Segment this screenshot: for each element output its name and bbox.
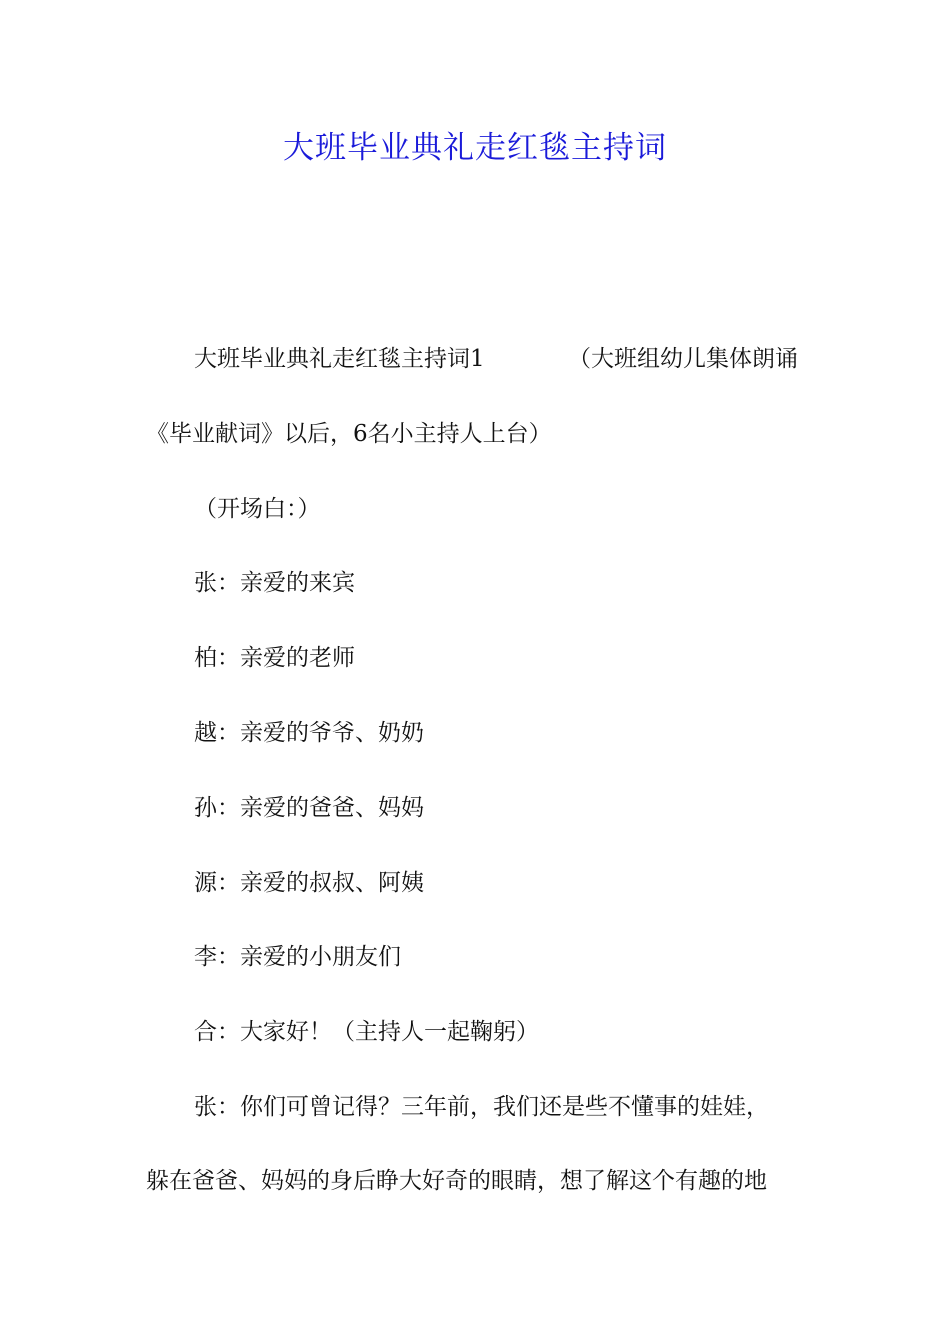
text-line-yue: 越：亲爱的爷爷、奶奶: [194, 720, 424, 746]
text-line-bai: 柏：亲爱的老师: [194, 645, 355, 671]
text-line-opening: （开场白：）: [194, 496, 321, 522]
text-line-li: 李：亲爱的小朋友们: [194, 944, 401, 970]
text-line-zhang: 张：亲爱的来宾: [194, 570, 355, 596]
paragraph-line-2: 躲在爸爸、妈妈的身后睁大好奇的眼睛，想了解这个有趣的地: [146, 1168, 767, 1194]
intro-line-left: 大班毕业典礼走红毯主持词1: [194, 346, 485, 372]
text-line-yuan: 源：亲爱的叔叔、阿姨: [194, 870, 424, 896]
text-line-sun: 孙：亲爱的爸爸、妈妈: [194, 795, 424, 821]
paragraph-line-1: 张：你们可曾记得？三年前，我们还是些不懂事的娃娃，: [194, 1094, 769, 1120]
text-line-he: 合：大家好！（主持人一起鞠躬）: [194, 1019, 539, 1045]
intro-line-continuation: 《毕业献词》以后，6名小主持人上台）: [146, 421, 552, 447]
intro-line-right: （大班组幼儿集体朗诵: [568, 346, 798, 372]
document-title: 大班毕业典礼走红毯主持词: [283, 130, 667, 166]
